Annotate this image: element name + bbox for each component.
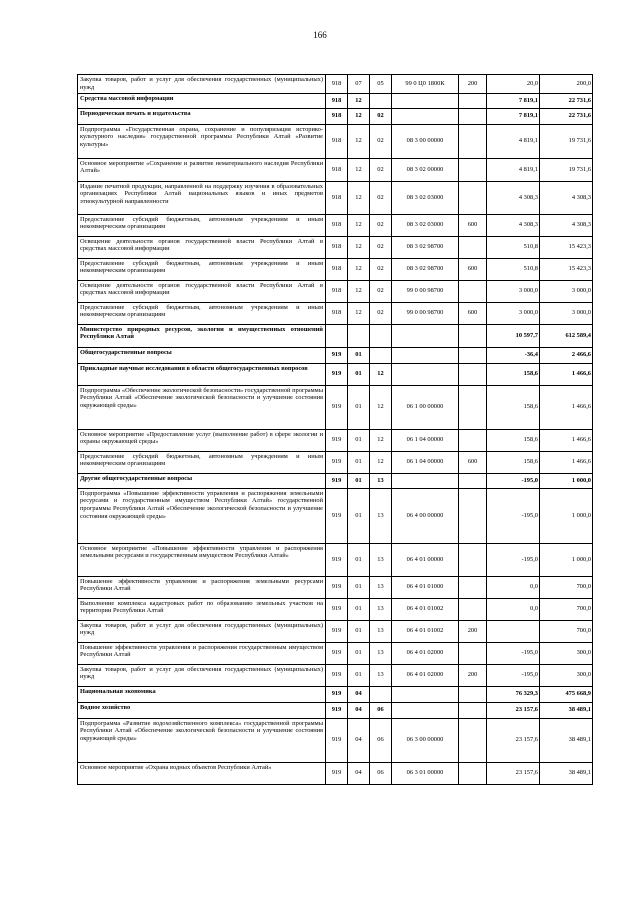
ministry-code: 919 — [326, 702, 348, 718]
target-article-code — [392, 108, 459, 124]
amount-total: 19 731,6 — [540, 158, 593, 181]
amount-total: 1 000,0 — [540, 543, 593, 576]
target-article-code — [392, 473, 459, 488]
amount-change: 0,0 — [487, 576, 540, 598]
subsection-code: 13 — [370, 473, 392, 488]
row-name: Основное мероприятие «Повышение эффективности управления и распоряжения земельными ресурсами и государственным имуществом Республики Алтай» — [78, 543, 326, 576]
table-row — [78, 686, 593, 702]
subsection-code: 02 — [370, 236, 392, 258]
ministry-code: 919 — [326, 762, 348, 784]
amount-total: 700,0 — [540, 598, 593, 620]
amount-change: 10 597,7 — [487, 324, 540, 347]
amount-change: 23 157,6 — [487, 762, 540, 784]
table-row — [78, 598, 593, 620]
row-name: Предоставление субсидий бюджетным, автономным учреждениям и иным некоммерческим организациям — [78, 258, 326, 280]
table-row — [78, 108, 593, 124]
row-name: Подпрограмма «Развитие водохозяйственного комплекса» государственной программы Республики Алтай «Обеспечение экологической безопасности и улучшение состояния окружающей среды» — [78, 718, 326, 762]
target-article-code: 08 3 02 03000 — [392, 181, 459, 214]
ministry-code: 919 — [326, 347, 348, 363]
row-name: Общегосударственные вопросы — [78, 347, 326, 363]
target-article-code: 06 1 04 00000 — [392, 429, 459, 451]
subsection-code: 12 — [370, 385, 392, 429]
amount-total: 475 668,9 — [540, 686, 593, 702]
subsection-code: 02 — [370, 258, 392, 280]
target-article-code: 99 0 Ц0 1800К — [392, 75, 459, 94]
section-code: 04 — [348, 762, 370, 784]
ministry-code: 919 — [326, 620, 348, 642]
row-name: Средства массовой информации — [78, 93, 326, 108]
section-code: 04 — [348, 718, 370, 762]
amount-total: 15 423,3 — [540, 236, 593, 258]
amount-total: 38 489,1 — [540, 718, 593, 762]
target-article-code: 99 0 00 98700 — [392, 302, 459, 324]
amount-change: 158,6 — [487, 429, 540, 451]
amount-total: 700,0 — [540, 620, 593, 642]
target-article-code: 06 4 01 01002 — [392, 598, 459, 620]
expense-type-code — [459, 385, 487, 429]
subsection-code: 06 — [370, 718, 392, 762]
amount-total: 3 000,0 — [540, 302, 593, 324]
subsection-code: 02 — [370, 181, 392, 214]
row-name: Основное мероприятие «Сохранение и развитие нематериального наследия Республики Алтай» — [78, 158, 326, 181]
section-code: 12 — [348, 124, 370, 158]
section-code: 01 — [348, 363, 370, 385]
table-row — [78, 347, 593, 363]
amount-total: 1 000,0 — [540, 488, 593, 543]
target-article-code — [392, 347, 459, 363]
amount-total: 3 000,0 — [540, 280, 593, 302]
ministry-code: 919 — [326, 686, 348, 702]
expense-type-code — [459, 598, 487, 620]
ministry-code: 919 — [326, 576, 348, 598]
amount-change: 7 819,1 — [487, 108, 540, 124]
row-name: Основное мероприятие «Охрана водных объектов Республики Алтай» — [78, 762, 326, 784]
row-name: Водное хозяйство — [78, 702, 326, 718]
row-name: Периодическая печать и издательства — [78, 108, 326, 124]
expense-type-code: 600 — [459, 214, 487, 236]
ministry-code: 919 — [326, 488, 348, 543]
table-row — [78, 258, 593, 280]
table-row — [78, 124, 593, 158]
amount-change: 3 000,0 — [487, 280, 540, 302]
amount-total: 22 731,6 — [540, 93, 593, 108]
subsection-code: 02 — [370, 108, 392, 124]
row-name: Закупка товаров, работ и услуг для обеспечения государственных (муниципальных) нужд — [78, 75, 326, 94]
amount-total: 2 466,6 — [540, 347, 593, 363]
target-article-code: 08 3 02 98700 — [392, 236, 459, 258]
section-code: 01 — [348, 576, 370, 598]
ministry-code: 919 — [326, 664, 348, 686]
expense-type-code — [459, 543, 487, 576]
table-row — [78, 543, 593, 576]
ministry-code: 918 — [326, 181, 348, 214]
target-article-code: 99 0 00 98700 — [392, 280, 459, 302]
section-code: 01 — [348, 451, 370, 473]
amount-total: 15 423,3 — [540, 258, 593, 280]
subsection-code — [370, 324, 392, 347]
row-name: Министерство природных ресурсов, экологии и имущественных отношений Республики Алтай — [78, 324, 326, 347]
expense-type-code — [459, 280, 487, 302]
table-row — [78, 158, 593, 181]
amount-change: 3 000,0 — [487, 302, 540, 324]
subsection-code: 02 — [370, 124, 392, 158]
subsection-code: 12 — [370, 363, 392, 385]
amount-change: 510,8 — [487, 236, 540, 258]
expense-type-code — [459, 236, 487, 258]
target-article-code: 06 4 01 01000 — [392, 576, 459, 598]
expense-type-code — [459, 124, 487, 158]
amount-change: -195,0 — [487, 664, 540, 686]
row-name: Подпрограмма «Государственная охрана, сохранение и популяризация историко-культурного наследия» государственной программы Республики Алтай «Развитие культуры» — [78, 124, 326, 158]
target-article-code: 08 3 02 03000 — [392, 214, 459, 236]
amount-change: 158,6 — [487, 385, 540, 429]
row-name: Предоставление субсидий бюджетным, автономным учреждениям и иным некоммерческим организациям — [78, 214, 326, 236]
expense-type-code — [459, 488, 487, 543]
subsection-code — [370, 93, 392, 108]
section-code: 12 — [348, 158, 370, 181]
target-article-code: 06 4 01 01002 — [392, 620, 459, 642]
table-row — [78, 620, 593, 642]
table-row — [78, 473, 593, 488]
section-code: 01 — [348, 620, 370, 642]
section-code: 01 — [348, 664, 370, 686]
ministry-code: 919 — [326, 642, 348, 664]
table-row — [78, 93, 593, 108]
row-name: Национальная экономика — [78, 686, 326, 702]
section-code: 04 — [348, 686, 370, 702]
amount-change: 23 157,6 — [487, 702, 540, 718]
expense-type-code — [459, 718, 487, 762]
amount-total: 1 466,6 — [540, 385, 593, 429]
target-article-code — [392, 324, 459, 347]
table-body — [78, 75, 593, 785]
table-row — [78, 664, 593, 686]
section-code: 01 — [348, 543, 370, 576]
row-name: Предоставление субсидий бюджетным, автономным учреждениям и иным некоммерческим организациям — [78, 302, 326, 324]
target-article-code — [392, 363, 459, 385]
expense-type-code: 200 — [459, 75, 487, 94]
ministry-code: 919 — [326, 451, 348, 473]
table-row — [78, 75, 593, 94]
row-name: Закупка товаров, работ и услуг для обеспечения государственных (муниципальных) нужд — [78, 664, 326, 686]
table-row — [78, 385, 593, 429]
table-row — [78, 280, 593, 302]
row-name: Издание печатной продукции, направленной на поддержку изучения в образовательных организациях Республики Алтай национальных языков и иных предметов этнокультурной направленности — [78, 181, 326, 214]
ministry-code: 918 — [326, 124, 348, 158]
section-code: 01 — [348, 598, 370, 620]
expense-type-code: 200 — [459, 620, 487, 642]
amount-total: 200,0 — [540, 75, 593, 94]
ministry-code: 918 — [326, 75, 348, 94]
subsection-code — [370, 347, 392, 363]
subsection-code — [370, 686, 392, 702]
row-name: Предоставление субсидий бюджетным, автономным учреждениям и иным некоммерческим организациям — [78, 451, 326, 473]
table-row — [78, 451, 593, 473]
expense-type-code — [459, 108, 487, 124]
subsection-code: 02 — [370, 214, 392, 236]
section-code: 01 — [348, 642, 370, 664]
target-article-code: 06 3 00 00000 — [392, 718, 459, 762]
ministry-code — [326, 324, 348, 347]
expense-type-code — [459, 347, 487, 363]
target-article-code: 06 1 04 00000 — [392, 451, 459, 473]
amount-change: -195,0 — [487, 543, 540, 576]
amount-total: 38 489,1 — [540, 702, 593, 718]
amount-total: 22 731,6 — [540, 108, 593, 124]
table-row — [78, 762, 593, 784]
row-name: Основное мероприятие «Предоставление услуг (выполнение работ) в сфере экологии и охраны окружающей среды» — [78, 429, 326, 451]
ministry-code: 918 — [326, 236, 348, 258]
section-code: 12 — [348, 108, 370, 124]
amount-change: 23 157,6 — [487, 718, 540, 762]
row-name: Подпрограмма «Повышение эффективности управления и распоряжения земельными ресурсами и государственным имуществом Республики Алтай» государственной программы Республики Алтай «Обеспечение экологической безопасности и улучшение состояния окружающей среды» — [78, 488, 326, 543]
section-code: 12 — [348, 258, 370, 280]
row-name: Освещение деятельности органов государственной власти Республики Алтай в средствах массовой информации — [78, 236, 326, 258]
subsection-code: 13 — [370, 543, 392, 576]
ministry-code: 918 — [326, 214, 348, 236]
subsection-code: 02 — [370, 158, 392, 181]
amount-total: 38 489,1 — [540, 762, 593, 784]
expense-type-code — [459, 158, 487, 181]
amount-total: 700,0 — [540, 576, 593, 598]
expense-type-code — [459, 181, 487, 214]
ministry-code: 919 — [326, 385, 348, 429]
row-name: Закупка товаров, работ и услуг для обеспечения государственных (муниципальных) нужд — [78, 620, 326, 642]
amount-total: 1 000,0 — [540, 473, 593, 488]
section-code: 01 — [348, 488, 370, 543]
ministry-code: 918 — [326, 158, 348, 181]
row-name: Прикладные научные исследования в области общегосударственных вопросов — [78, 363, 326, 385]
expense-type-code — [459, 762, 487, 784]
amount-change: -195,0 — [487, 642, 540, 664]
amount-change: 510,8 — [487, 258, 540, 280]
ministry-code: 918 — [326, 280, 348, 302]
amount-change: -195,0 — [487, 473, 540, 488]
target-article-code — [392, 702, 459, 718]
amount-total: 300,0 — [540, 664, 593, 686]
table-row — [78, 214, 593, 236]
row-name: Повышение эффективности управления и распоряжения земельными ресурсами Республики Алтай — [78, 576, 326, 598]
row-name: Другие общегосударственные вопросы — [78, 473, 326, 488]
target-article-code — [392, 93, 459, 108]
target-article-code: 08 3 02 00000 — [392, 158, 459, 181]
table-row — [78, 718, 593, 762]
expense-type-code — [459, 429, 487, 451]
target-article-code: 06 4 01 02000 — [392, 664, 459, 686]
ministry-code: 918 — [326, 108, 348, 124]
table-row — [78, 488, 593, 543]
amount-change: 7 819,1 — [487, 93, 540, 108]
amount-total: 300,0 — [540, 642, 593, 664]
section-code: 01 — [348, 473, 370, 488]
target-article-code: 08 3 00 00000 — [392, 124, 459, 158]
section-code: 04 — [348, 702, 370, 718]
table-row — [78, 429, 593, 451]
table-row — [78, 324, 593, 347]
amount-change: -36,4 — [487, 347, 540, 363]
amount-change: 4 819,1 — [487, 158, 540, 181]
ministry-code: 918 — [326, 93, 348, 108]
table-row — [78, 702, 593, 718]
expense-type-code: 600 — [459, 302, 487, 324]
amount-total: 1 466,6 — [540, 451, 593, 473]
subsection-code: 12 — [370, 451, 392, 473]
amount-total: 4 308,3 — [540, 214, 593, 236]
amount-total: 612 589,4 — [540, 324, 593, 347]
row-name: Выполнение комплекса кадастровых работ по образованию земельных участков на территории Республики Алтай — [78, 598, 326, 620]
section-code: 01 — [348, 385, 370, 429]
ministry-code: 918 — [326, 302, 348, 324]
amount-total: 4 308,3 — [540, 181, 593, 214]
subsection-code: 13 — [370, 642, 392, 664]
subsection-code: 06 — [370, 762, 392, 784]
subsection-code: 13 — [370, 598, 392, 620]
section-code: 12 — [348, 236, 370, 258]
target-article-code — [392, 686, 459, 702]
target-article-code: 06 3 01 00000 — [392, 762, 459, 784]
table-row — [78, 576, 593, 598]
subsection-code: 13 — [370, 664, 392, 686]
row-name: Освещение деятельности органов государственной власти Республики Алтай в средствах массовой информации — [78, 280, 326, 302]
section-code: 12 — [348, 302, 370, 324]
section-code: 12 — [348, 181, 370, 214]
subsection-code: 02 — [370, 302, 392, 324]
table-row — [78, 181, 593, 214]
subsection-code: 12 — [370, 429, 392, 451]
table-row — [78, 642, 593, 664]
subsection-code: 13 — [370, 620, 392, 642]
ministry-code: 918 — [326, 258, 348, 280]
amount-total: 1 466,6 — [540, 429, 593, 451]
section-code: 01 — [348, 429, 370, 451]
section-code: 12 — [348, 214, 370, 236]
amount-change: 0,0 — [487, 598, 540, 620]
subsection-code: 13 — [370, 576, 392, 598]
target-article-code: 06 4 01 00000 — [392, 543, 459, 576]
target-article-code: 06 4 01 02000 — [392, 642, 459, 664]
amount-change: 4 819,1 — [487, 124, 540, 158]
section-code: 01 — [348, 347, 370, 363]
table-row — [78, 302, 593, 324]
target-article-code: 06 4 00 00000 — [392, 488, 459, 543]
expense-type-code — [459, 576, 487, 598]
amount-change: 4 308,3 — [487, 181, 540, 214]
page-number: 166 — [313, 30, 327, 40]
expense-type-code — [459, 702, 487, 718]
ministry-code: 919 — [326, 363, 348, 385]
subsection-code: 13 — [370, 488, 392, 543]
expense-type-code — [459, 324, 487, 347]
expense-type-code — [459, 686, 487, 702]
amount-change: 4 308,3 — [487, 214, 540, 236]
expense-type-code — [459, 93, 487, 108]
section-code: 12 — [348, 280, 370, 302]
row-name: Подпрограмма «Обеспечение экологической безопасности» государственной программы Республики Алтай «Обеспечение экологической безопасности и улучшение состояния окружающей среды» — [78, 385, 326, 429]
expense-type-code: 200 — [459, 664, 487, 686]
ministry-code: 919 — [326, 543, 348, 576]
amount-total: 1 466,6 — [540, 363, 593, 385]
subsection-code: 05 — [370, 75, 392, 94]
section-code: 07 — [348, 75, 370, 94]
amount-change — [487, 620, 540, 642]
expense-type-code — [459, 473, 487, 488]
amount-change: 158,6 — [487, 451, 540, 473]
amount-change: 158,6 — [487, 363, 540, 385]
row-name: Повышение эффективности управления и распоряжения государственным имуществом Республики Алтай — [78, 642, 326, 664]
expense-type-code: 600 — [459, 451, 487, 473]
subsection-code: 02 — [370, 280, 392, 302]
section-code — [348, 324, 370, 347]
expense-type-code — [459, 363, 487, 385]
expense-type-code: 600 — [459, 258, 487, 280]
ministry-code: 919 — [326, 429, 348, 451]
expense-type-code — [459, 642, 487, 664]
ministry-code: 919 — [326, 598, 348, 620]
section-code: 12 — [348, 93, 370, 108]
ministry-code: 919 — [326, 718, 348, 762]
amount-total: 19 731,6 — [540, 124, 593, 158]
amount-change: -195,0 — [487, 488, 540, 543]
amount-change: 76 329,3 — [487, 686, 540, 702]
target-article-code: 06 1 00 00000 — [392, 385, 459, 429]
table-row — [78, 236, 593, 258]
budget-table — [77, 74, 593, 785]
table-row — [78, 363, 593, 385]
amount-change: 20,0 — [487, 75, 540, 94]
subsection-code: 06 — [370, 702, 392, 718]
target-article-code: 08 3 02 98700 — [392, 258, 459, 280]
ministry-code: 919 — [326, 473, 348, 488]
